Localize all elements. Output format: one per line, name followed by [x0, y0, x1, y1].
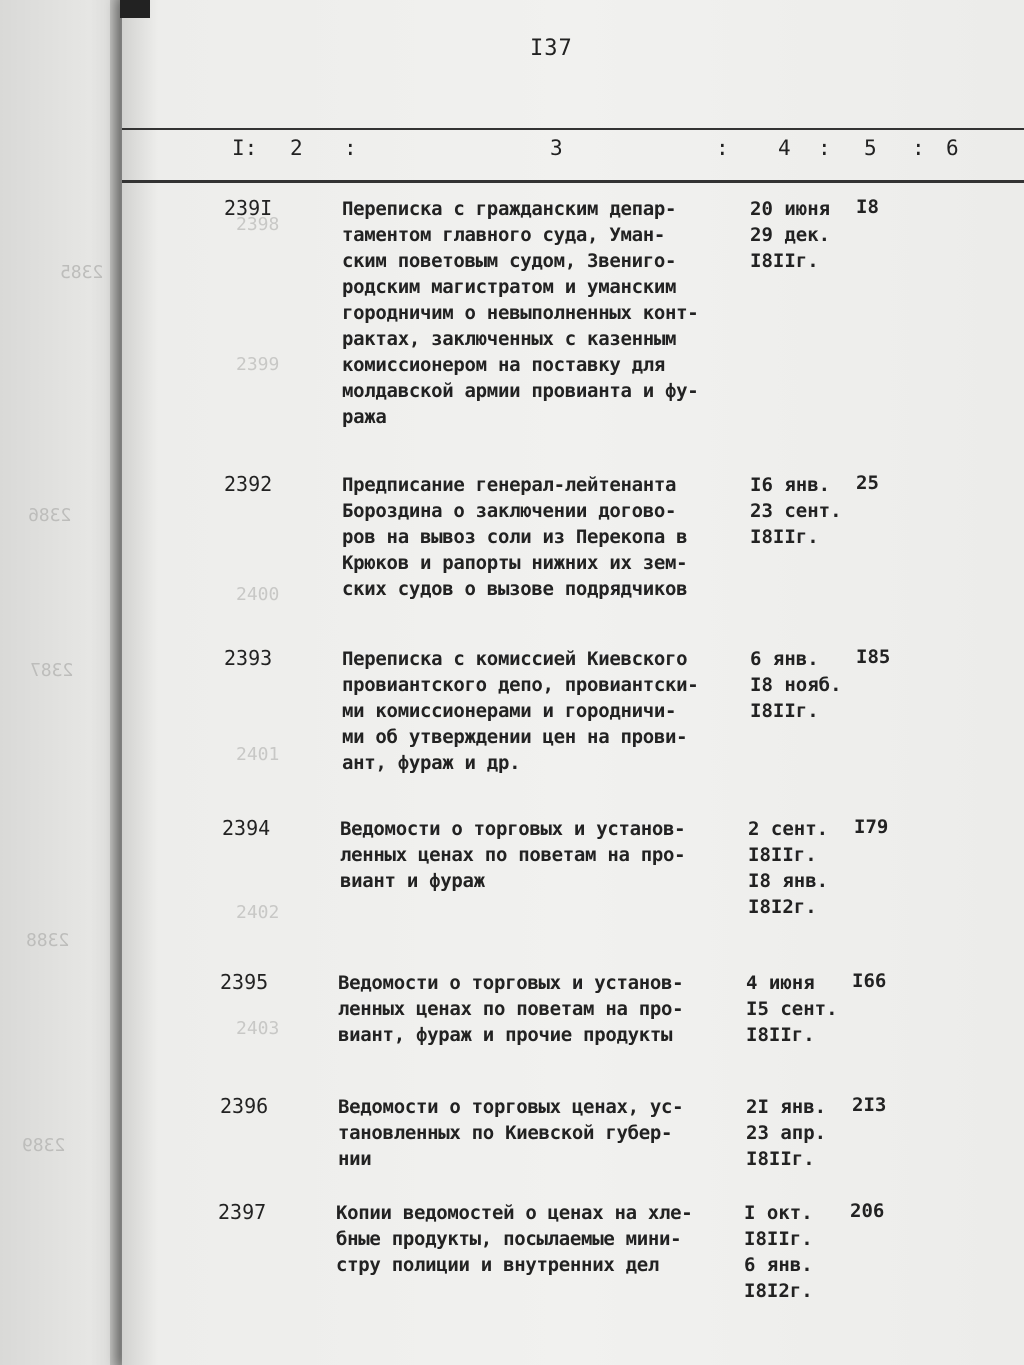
bleed-through-text: 2398	[236, 214, 280, 235]
row-sheet-count: I66	[852, 970, 887, 992]
row-dates: 2 сент. I8IIг. I8 янв. I8I2г.	[748, 818, 829, 918]
row-number: 2394	[222, 816, 271, 840]
row-sheet-count: 2I3	[852, 1094, 887, 1116]
row-description: Копии ведомостей о ценах на хле- бные продукты, посылаемые мини- стру полиции и внутренних дел	[336, 1202, 693, 1276]
bleed-through-text: 2401	[236, 744, 280, 765]
row-description: Переписка с комиссией Киевского провиантского депо, провиантски- ми комиссионерами и городничи- ми об утверждении цен на прови- ант, фураж и др.	[342, 648, 699, 774]
row-sheet-count: 25	[856, 472, 879, 494]
row-dates: 4 июня I5 сент. I8IIг.	[746, 972, 838, 1046]
column-header-5: 5	[864, 136, 877, 160]
row-number: 2396	[220, 1094, 269, 1118]
left-page-bleed-mark: 2387	[30, 660, 74, 681]
column-header-1: I:	[232, 136, 258, 160]
column-header-3: 3	[550, 136, 563, 160]
column-separator: :	[818, 136, 831, 160]
row-number: 2393	[224, 646, 273, 670]
bleed-through-text: 2399	[236, 354, 280, 375]
bleed-through-text: 2402	[236, 902, 280, 923]
column-header-4: 4	[778, 136, 791, 160]
left-page-bleed-mark: 2386	[28, 505, 72, 526]
row-number: 2397	[218, 1200, 267, 1224]
row-number: 239I	[224, 196, 273, 220]
row-description: Переписка с гражданским депар- таментом главного суда, Уман- ским поветовым судом, Звениго- родским магистратом и уманским городничим о невыполненных конт- рактах, заключенных с казенным комиссионером на поставку для молдавской армии провианта и фу- ража	[342, 198, 699, 428]
row-sheet-count: 206	[850, 1200, 885, 1222]
column-separator: :	[912, 136, 925, 160]
row-number: 2395	[220, 970, 269, 994]
column-separator: :	[716, 136, 729, 160]
column-header-2: 2	[290, 136, 303, 160]
row-number: 2392	[224, 472, 273, 496]
row-sheet-count: I85	[856, 646, 891, 668]
bleed-through-text: 2403	[236, 1018, 280, 1039]
left-page-bleed-mark: 2385	[60, 262, 104, 283]
row-description: Предписание генерал-лейтенанта Бороздина о заключении догово- ров на вывоз соли из Перекопа в Крюков и рапорты нижних их зем- ских судов о вызове подрядчиков	[342, 474, 688, 600]
table-header-bottom-rule	[122, 180, 1024, 183]
row-dates: 6 янв. I8 нояб. I8IIг.	[750, 648, 842, 722]
bleed-through-text: 2400	[236, 584, 280, 605]
left-page-bleed-mark: 2389	[22, 1135, 66, 1156]
row-dates: I6 янв. 23 сент. I8IIг.	[750, 474, 842, 548]
row-dates: I окт. I8IIг. 6 янв. I8I2г.	[744, 1202, 813, 1302]
row-dates: 2I янв. 23 апр. I8IIг.	[746, 1096, 827, 1170]
row-description: Ведомости о торговых ценах, ус- тановленных по Киевской губер- нии	[338, 1096, 684, 1170]
table-header-top-rule	[122, 128, 1024, 130]
column-separator: :	[344, 136, 357, 160]
page-number: I37	[530, 36, 573, 61]
left-page-bleed-mark: 2388	[26, 930, 70, 951]
row-sheet-count: I79	[854, 816, 889, 838]
row-description: Ведомости о торговых и установ- ленных ценах по поветам на про- виант, фураж и прочие продукты	[338, 972, 684, 1046]
row-sheet-count: I8	[856, 196, 879, 218]
row-description: Ведомости о торговых и установ- ленных ценах по поветам на про- виант и фураж	[340, 818, 686, 892]
row-dates: 20 июня 29 дек. I8IIг.	[750, 198, 831, 272]
column-header-6: 6	[946, 136, 959, 160]
scan-edge	[120, 0, 150, 18]
